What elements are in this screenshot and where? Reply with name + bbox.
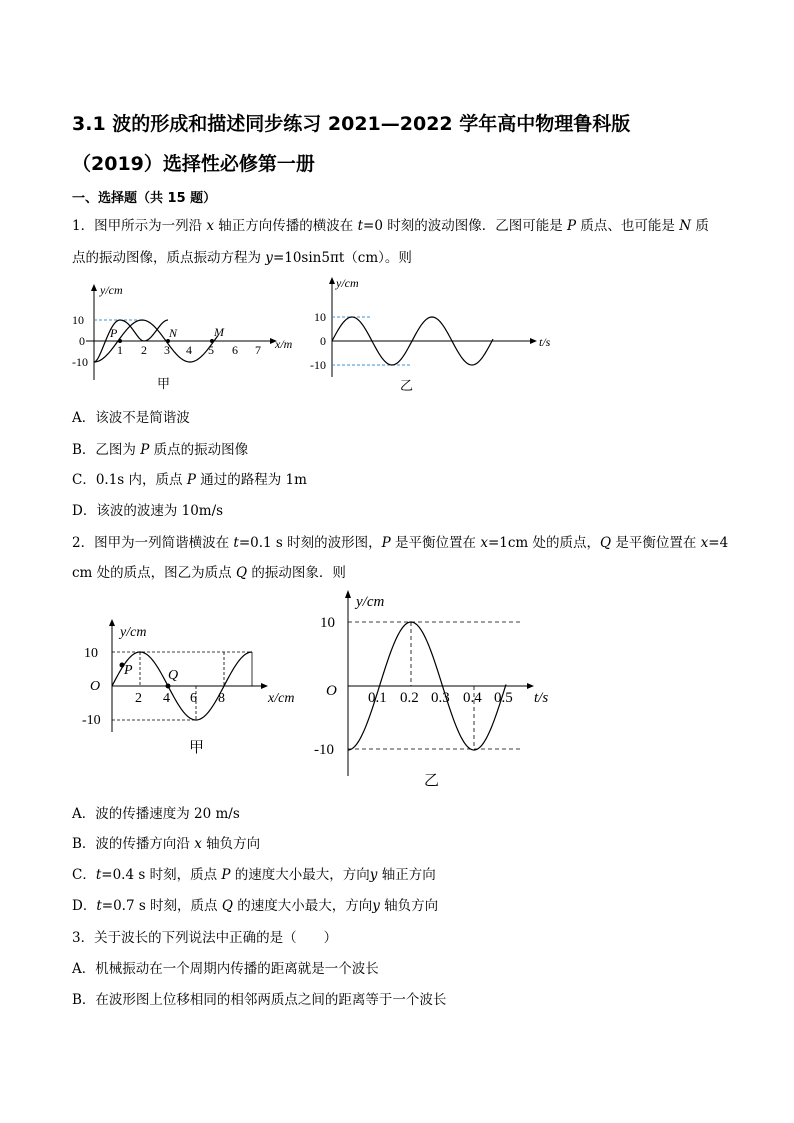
- y-tick-label: 10: [314, 310, 326, 324]
- text-run: 3．关于波长的下列说法中正确的是（ ）: [72, 930, 338, 946]
- title-line-2: （2019）选择性必修第一册: [72, 153, 315, 175]
- text-run: y: [372, 898, 380, 914]
- y-axis-arrow: [91, 284, 97, 291]
- text-run: 的速度大小最大，方向: [230, 867, 370, 883]
- y-tick-label: 0: [79, 334, 85, 348]
- q2-stem-line-1: [72, 531, 732, 551]
- text-run: D．: [72, 898, 97, 914]
- x-tick-label: 4: [163, 691, 170, 706]
- y-axis-arrow: [109, 619, 115, 626]
- section-heading: 一、选择题（共 15 题）: [72, 191, 217, 206]
- figure-caption: 甲: [157, 376, 171, 391]
- q1-option-b[interactable]: [72, 438, 732, 458]
- y-tick-label: 10: [72, 313, 84, 327]
- text-run: =4: [708, 535, 729, 551]
- q2-stem-line-2: [72, 561, 732, 581]
- q1-option-c[interactable]: [72, 468, 732, 488]
- text-run: A．该波不是简谐波: [72, 410, 190, 426]
- x-tick-label: 7: [255, 343, 261, 357]
- text-run: P: [221, 867, 231, 883]
- text-run: B．乙图为: [72, 442, 141, 458]
- text-run: 轴负方向: [201, 836, 261, 852]
- x-tick-label: 8: [218, 691, 225, 706]
- figure-caption: 乙: [424, 773, 440, 789]
- text-run: x: [194, 836, 202, 852]
- text-run: 点的振动图像，质点振动方程为: [72, 250, 266, 266]
- text-run: C．: [72, 867, 96, 883]
- x-tick-label: 6: [190, 691, 197, 706]
- text-run: =0.7 s 时刻，质点: [101, 898, 222, 914]
- t-tick-label: 0.1: [368, 690, 387, 706]
- q2-option-a[interactable]: [72, 802, 732, 822]
- point-p-marker: [118, 339, 122, 343]
- y-axis-arrow: [345, 590, 351, 598]
- x-tick-label: 5: [208, 343, 214, 357]
- text-run: 的速度大小最大，方向: [232, 898, 373, 914]
- y-tick-label: -10: [310, 358, 326, 372]
- text-run: Q: [235, 565, 248, 581]
- q2-option-c[interactable]: [72, 863, 732, 883]
- text-run: 是平衡位置在: [390, 535, 481, 551]
- text-run: A．机械振动在一个周期内传播的距离就是一个波长: [72, 961, 379, 977]
- y-tick-label: 10: [84, 646, 98, 661]
- text-run: 轴正方向传播的横波在: [214, 218, 358, 234]
- text-run: t: [233, 535, 239, 551]
- text-run: P: [140, 442, 150, 458]
- t-tick-label: 0.3: [431, 690, 450, 706]
- text-run: 质: [691, 218, 709, 234]
- point-p-label: P: [110, 326, 118, 340]
- point-q-label: Q: [168, 668, 179, 683]
- title-line-1: 3.1 波的形成和描述同步练习 2021—2022 学年高中物理鲁科版: [72, 113, 631, 135]
- q2-option-b[interactable]: [72, 832, 732, 852]
- text-run: P: [567, 218, 577, 234]
- x-tick-label: 1: [117, 343, 123, 357]
- figure-caption: 甲: [189, 740, 205, 756]
- t-axis-label: t/s: [534, 690, 549, 706]
- q1-option-a[interactable]: [72, 406, 732, 426]
- y-axis-arrow: [329, 277, 335, 284]
- text-run: P: [381, 535, 391, 551]
- point-m-marker: [210, 339, 214, 343]
- point-n-label: N: [169, 326, 178, 340]
- text-run: D．该波的波速为 10m/s: [72, 503, 224, 519]
- text-run: =0.4 s 时刻，质点: [101, 867, 222, 883]
- text-run: =0.1 s 时刻的波形图，: [238, 535, 382, 551]
- text-run: =1cm 处的质点，: [487, 535, 600, 551]
- text-run: t: [95, 867, 102, 883]
- x-axis-label: x/m: [275, 337, 293, 351]
- origin-label: O: [326, 683, 337, 699]
- x-tick-label: 3: [164, 343, 170, 357]
- x-tick-label: 4: [186, 343, 192, 357]
- q3-option-a[interactable]: [72, 957, 732, 977]
- document-title: [72, 104, 732, 184]
- q3-option-b[interactable]: [72, 988, 732, 1008]
- text-run: 的振动图象．则: [247, 565, 346, 581]
- t-tick-label: 0.4: [463, 690, 482, 706]
- t-tick-label: 0.5: [494, 690, 513, 706]
- t-axis-arrow: [527, 683, 534, 689]
- text-run: =10sin5πt（cm）。则: [272, 250, 412, 266]
- text-run: 2．图甲为一列简谐横波在: [72, 535, 234, 551]
- text-run: A．波的传播速度为 20 m/s: [72, 806, 240, 822]
- x-tick-label: 2: [141, 343, 147, 357]
- text-run: B．在波形图上位移相同的相邻两质点之间的距离等于一个波长: [72, 992, 447, 1008]
- text-run: 是平衡位置在: [611, 535, 701, 551]
- text-run: N: [679, 218, 692, 234]
- q1-stem-line-2: [72, 246, 732, 266]
- text-run: t: [357, 218, 364, 234]
- text-run: 质点、也可能是: [576, 218, 680, 234]
- text-run: C．0.1s 内，质点: [72, 472, 187, 488]
- text-run: x: [206, 218, 215, 234]
- y-axis-label: y/cm: [356, 594, 385, 610]
- text-run: 轴负方向: [379, 898, 439, 914]
- text-run: Q: [600, 535, 612, 551]
- x-axis-label: x/cm: [268, 691, 295, 706]
- text-run: y: [369, 867, 378, 883]
- y-tick-label: -10: [314, 742, 334, 758]
- y-axis-label: y/cm: [100, 283, 123, 297]
- t-axis-arrow: [530, 338, 537, 344]
- point-q-marker: [166, 684, 171, 689]
- y-tick-label: 0: [320, 334, 326, 348]
- y-axis-label: y/cm: [120, 625, 147, 640]
- text-run: =0 时刻的波动图像．乙图可能是: [363, 218, 568, 234]
- q1-option-d[interactable]: [72, 499, 732, 519]
- x-tick-label: 6: [232, 343, 238, 357]
- text-run: P: [186, 472, 196, 488]
- t-axis-label: t/s: [539, 335, 551, 349]
- q2-option-d[interactable]: [72, 894, 732, 914]
- origin-label: O: [90, 679, 101, 694]
- text-run: x: [480, 535, 488, 551]
- text-run: 轴正方向: [377, 867, 436, 883]
- x-axis-arrow: [261, 683, 268, 689]
- text-run: y: [265, 250, 273, 266]
- y-axis-label: y/cm: [336, 276, 359, 290]
- y-tick-label: 10: [320, 615, 335, 631]
- q1-figure-b: [300, 272, 570, 400]
- point-p-label: P: [124, 663, 133, 678]
- q2-figure-a: [72, 616, 312, 766]
- text-run: cm 处的质点，图乙为质点: [72, 565, 236, 581]
- point-m-label: M: [214, 325, 224, 339]
- text-run: 质点的振动图像: [149, 442, 249, 458]
- text-run: t: [96, 898, 102, 914]
- y-tick-label: -10: [72, 355, 88, 369]
- text-run: B．波的传播方向沿: [72, 836, 195, 852]
- x-tick-label: 2: [135, 691, 142, 706]
- y-tick-label: -10: [82, 713, 101, 728]
- text-run: 通过的路程为 1m: [195, 472, 307, 488]
- q2-figure-b: [306, 586, 576, 796]
- figure-caption: 乙: [400, 378, 414, 393]
- t-tick-label: 0.2: [400, 690, 419, 706]
- q1-stem-line-1: [72, 214, 732, 234]
- text-run: Q: [221, 898, 233, 914]
- text-run: x: [700, 535, 709, 551]
- text-run: 1．图甲所示为一列沿: [72, 218, 207, 234]
- q1-figure-a: [72, 280, 312, 400]
- q3-stem: [72, 926, 732, 946]
